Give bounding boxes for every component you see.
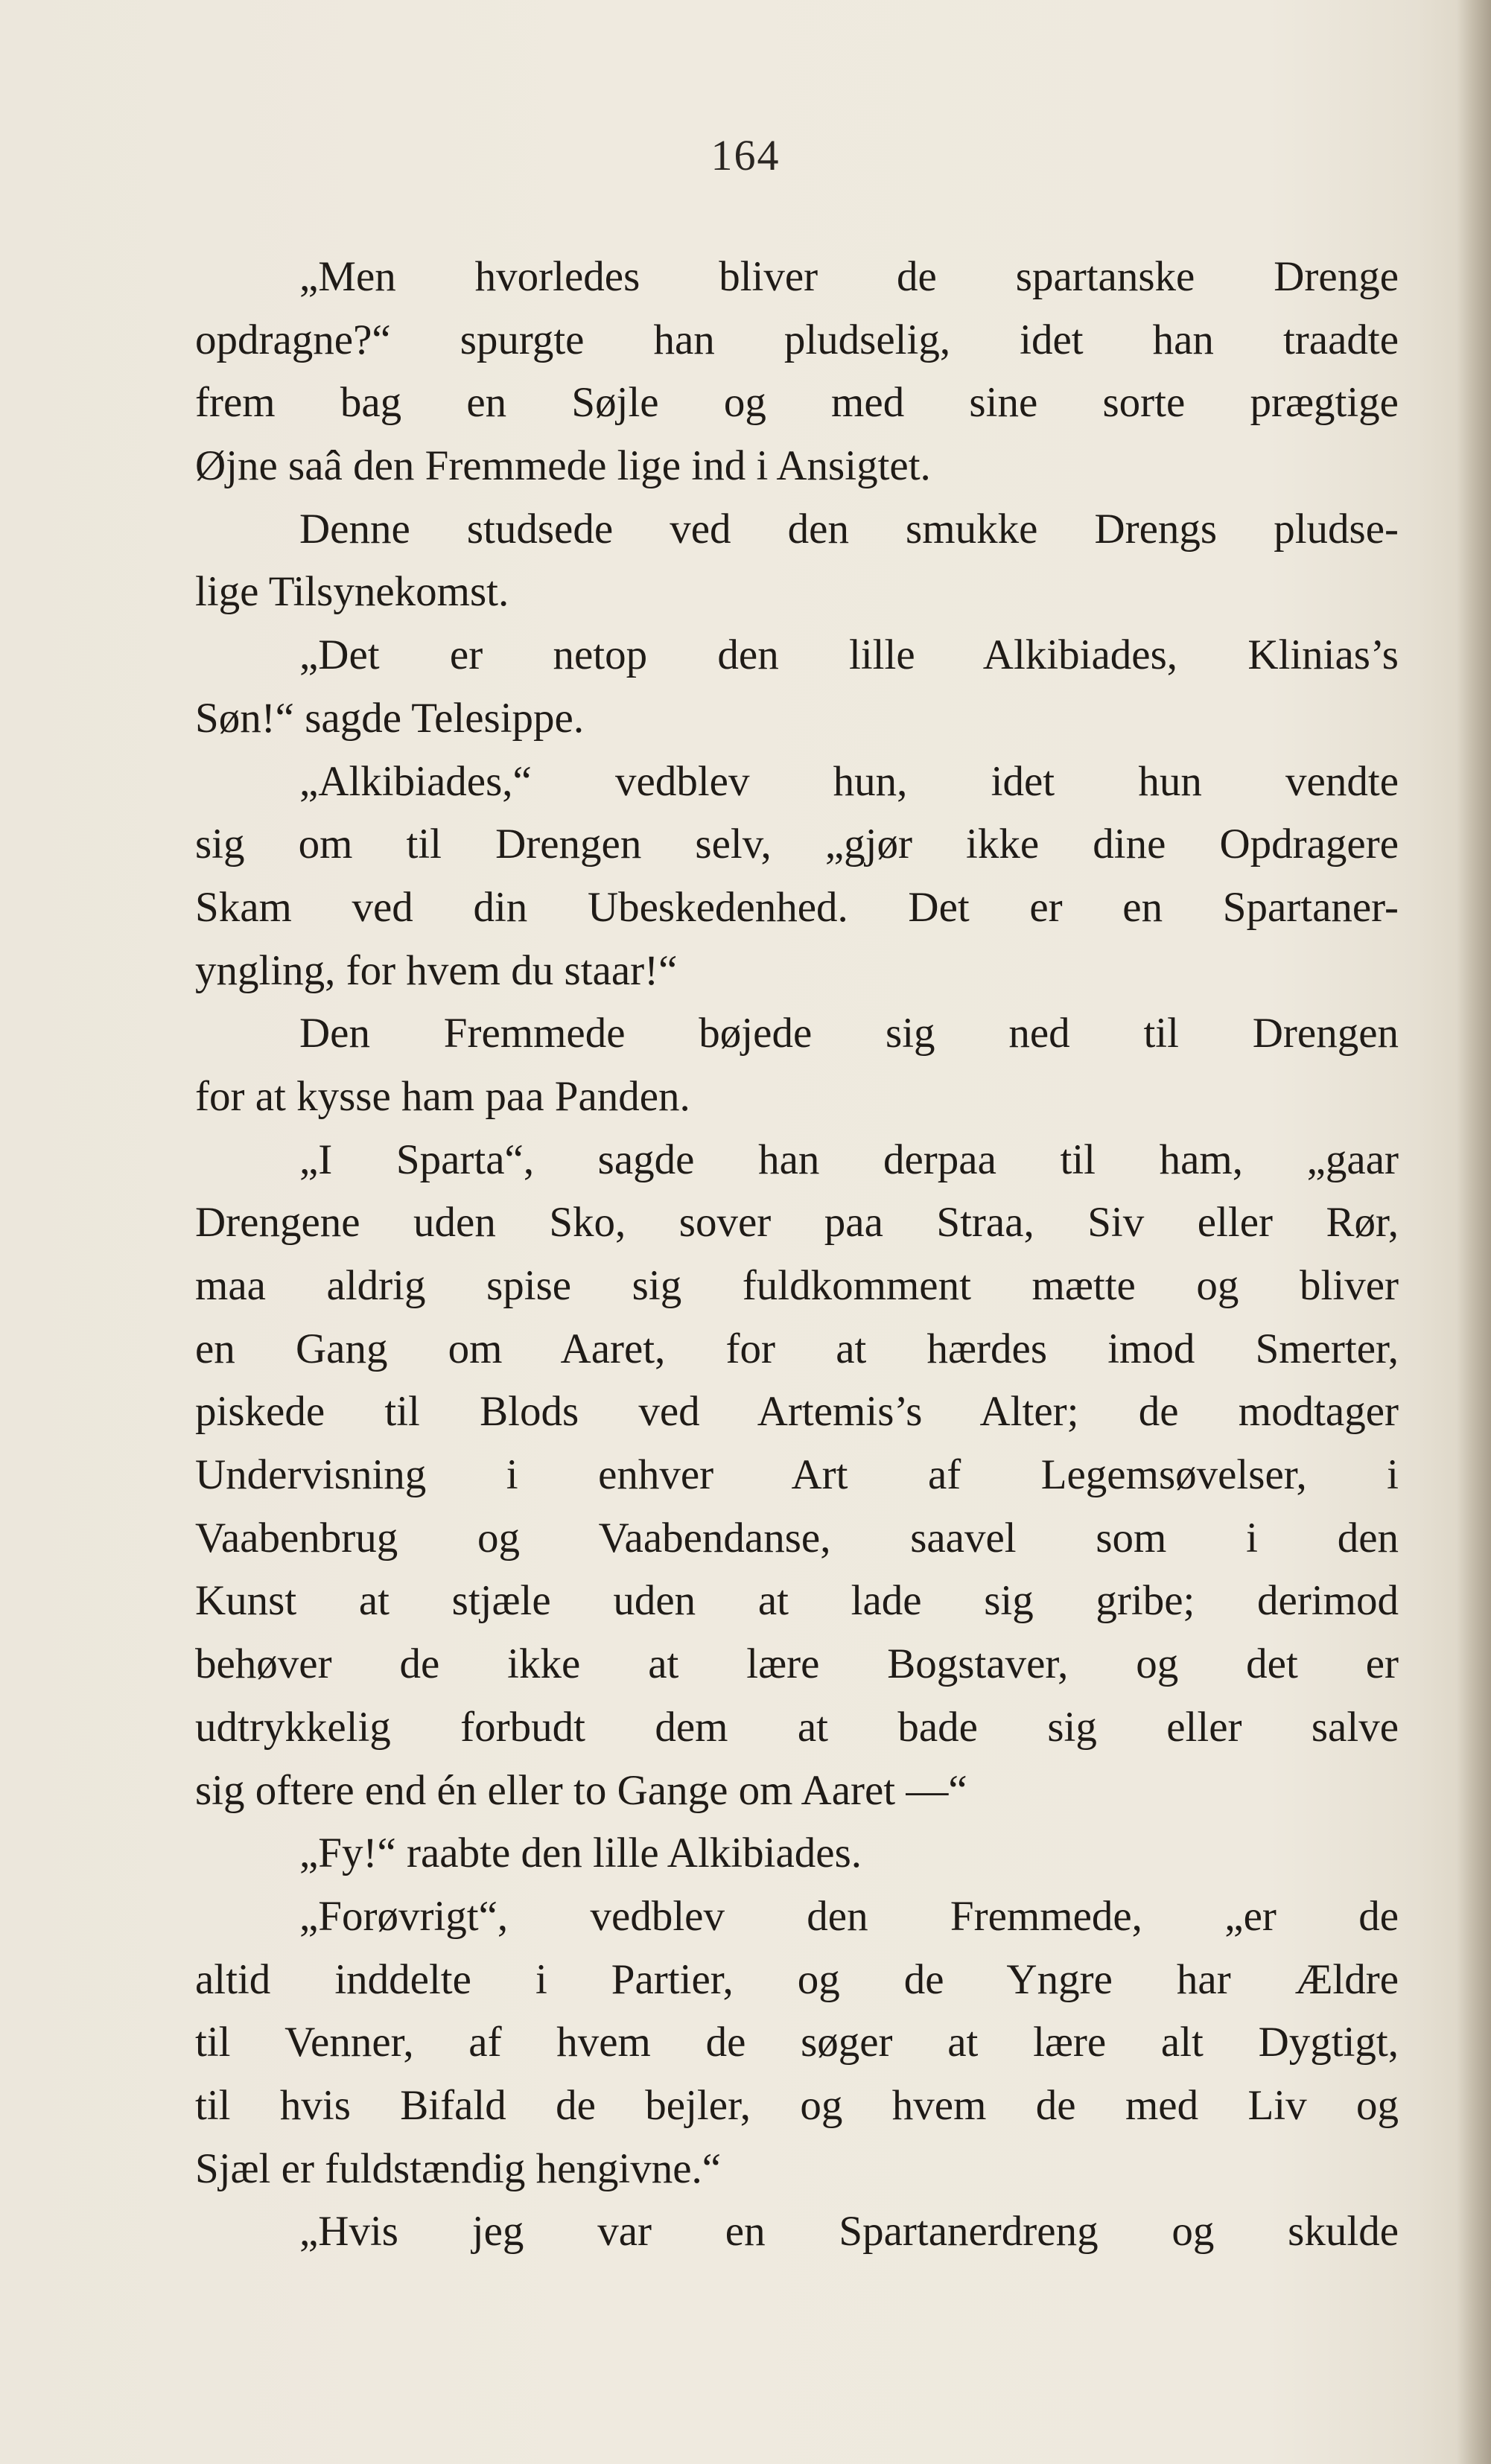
text-line: Undervisning i enhver Art af Legemsøvelser, i: [195, 1451, 1399, 1499]
text-line: „Forøvrigt“, vedblev den Fremmede, „er de: [299, 1892, 1399, 1940]
text-line: en Gang om Aaret, for at hærdes imod Smerter,: [195, 1325, 1399, 1372]
text-line: Øjne saâ den Fremmede lige ind i Ansigtet.: [195, 442, 931, 490]
text-line: „I Sparta“, sagde han derpaa til ham, „gaar: [299, 1136, 1399, 1183]
text-line: udtrykkelig forbudt dem at bade sig eller salve: [195, 1703, 1399, 1751]
text-line: for at kysse ham paa Panden.: [195, 1072, 690, 1120]
text-line: „Alkibiades,“ vedblev hun, idet hun vendte: [299, 757, 1399, 805]
text-line: Vaabenbrug og Vaabendanse, saavel som i den: [195, 1514, 1399, 1562]
text-line: behøver de ikke at lære Bogstaver, og det er: [195, 1640, 1399, 1688]
page-number: 164: [710, 131, 781, 179]
text-line: sig om til Drengen selv, „gjør ikke dine Opdragere: [195, 821, 1399, 868]
text-line: Den Fremmede bøjede sig ned til Drengen: [299, 1010, 1399, 1057]
text-line: Drengene uden Sko, sover paa Straa, Siv eller Rør,: [195, 1199, 1399, 1247]
text-line: „Fy!“ raabte den lille Alkibiades.: [299, 1830, 862, 1877]
text-line: lige Tilsynekomst.: [195, 568, 509, 616]
text-line: „Hvis jeg var en Spartanerdreng og skulde: [299, 2208, 1399, 2256]
text-line: yngling, for hvem du staar!“: [195, 946, 678, 994]
text-line: Sjæl er fuldstændig hengivne.“: [195, 2145, 722, 2192]
text-line: altid inddelte i Partier, og de Yngre har Ældre: [195, 1955, 1399, 2003]
text-line: sig oftere end én eller to Gange om Aaret —“: [195, 1766, 967, 1814]
text-line: maa aldrig spise sig fuldkomment mætte og bliver: [195, 1262, 1399, 1309]
text-line: „Det er netop den lille Alkibiades, Klinias’s: [299, 631, 1399, 679]
text-line: Kunst at stjæle uden at lade sig gribe; derimod: [195, 1577, 1399, 1625]
text-line: til hvis Bifald de bejler, og hvem de med Liv og: [195, 2081, 1399, 2129]
text-line: piskede til Blods ved Artemis’s Alter; de modtager: [195, 1388, 1399, 1436]
text-line: til Venner, af hvem de søger at lære alt Dygtigt,: [195, 2019, 1399, 2066]
page-edge-shadow: [1457, 0, 1491, 2464]
text-line: frem bag en Søjle og med sine sorte prægtige: [195, 379, 1399, 427]
text-line: Skam ved din Ubeskedenhed. Det er en Spartaner-: [195, 883, 1399, 931]
text-line: „Men hvorledes bliver de spartanske Drenge: [299, 253, 1399, 300]
body-text: [195, 246, 1399, 2264]
text-line: Søn!“ sagde Telesippe.: [195, 694, 585, 742]
text-line: opdragne?“ spurgte han pludselig, idet han traadte: [195, 316, 1399, 363]
text-line: Denne studsede ved den smukke Drengs pludse-: [299, 505, 1399, 553]
